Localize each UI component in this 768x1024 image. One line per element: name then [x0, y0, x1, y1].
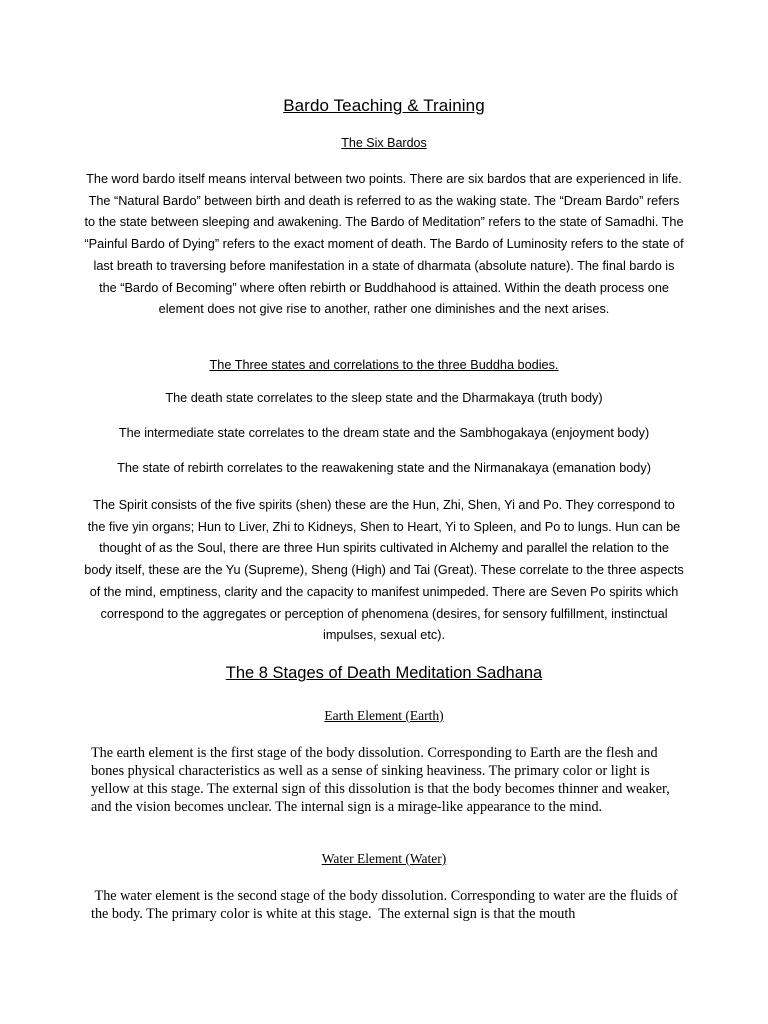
earth-element-heading: Earth Element (Earth): [324, 708, 444, 723]
intro-paragraph: The word bardo itself means interval between two points. There are six bardos that are experienced in life. The “Natural Bardo” between birth and death is referred to as the waking state. The “Dream Bardo” refers to the state between sleeping and awakening. The Bardo of Meditation” refers to the state of Samadhi. The “Painful Bardo of Dying” refers to the exact moment of death. The Bardo of Luminosity refers to the state of last breath to traversing before manifestation in a state of dharmata (absolute nature). The final bardo is the “Bardo of Becoming” where often rebirth or Buddhahood is attained. Within the death process one element does not give rise to another, rather one diminishes and the next arises.: [84, 172, 684, 317]
document-title: Bardo Teaching & Training: [283, 96, 485, 115]
three-states-heading-text: The Three states and correlations to the three Buddha bodies: [209, 358, 555, 372]
correlation-rebirth-state: The state of rebirth correlates to the reawakening state and the Nirmanakaya (emanation body): [117, 461, 651, 475]
three-states-heading-period: .: [554, 358, 559, 372]
correlation-intermediate-state: The intermediate state correlates to the dream state and the Sambhogakaya (enjoyment body): [118, 426, 650, 440]
stages-heading: The 8 Stages of Death Meditation Sadhana: [225, 664, 543, 682]
three-states-heading: [84, 358, 684, 372]
six-bardos-subtitle: The Six Bardos: [341, 136, 427, 150]
water-element-paragraph: The water element is the second stage of the body dissolution. Corresponding to water are the fluids of the body. The primary color is white at this stage. The external sign is that the mouth: [91, 888, 682, 922]
earth-element-paragraph: The earth element is the first stage of the body dissolution. Corresponding to Earth are the flesh and bones physical characteristics as well as a sense of sinking heaviness. The primary color or light is yellow at this stage. The external sign of this dissolution is that the body becomes thinner and weaker, and the vision becomes unclear. The internal sign is a mirage-like appearance to the mind.: [91, 745, 670, 815]
spirit-paragraph: The Spirit consists of the five spirits (shen) these are the Hun, Zhi, Shen, Yi and Po. They correspond to the five yin organs; Hun to Liver, Zhi to Kidneys, Shen to Heart, Yi to Spleen, and Po to lungs. Hun can be thought of as the Soul, there are three Hun spirits cultivated in Alchemy and parallel the relation to the body itself, these are the Yu (Supreme), Sheng (High) and Tai (Great). These correlate to the three aspects of the mind, emptiness, clarity and the capacity to manifest unimpeded. There are Seven Po spirits which correspond to the aggregates or perception of phenomena (desires, for sensory fulfillment, instinctual impulses, sexual etc).: [84, 498, 684, 643]
correlation-death-state: The death state correlates to the sleep state and the Dharmakaya (truth body): [165, 391, 603, 405]
water-element-heading: Water Element (Water): [321, 851, 447, 866]
